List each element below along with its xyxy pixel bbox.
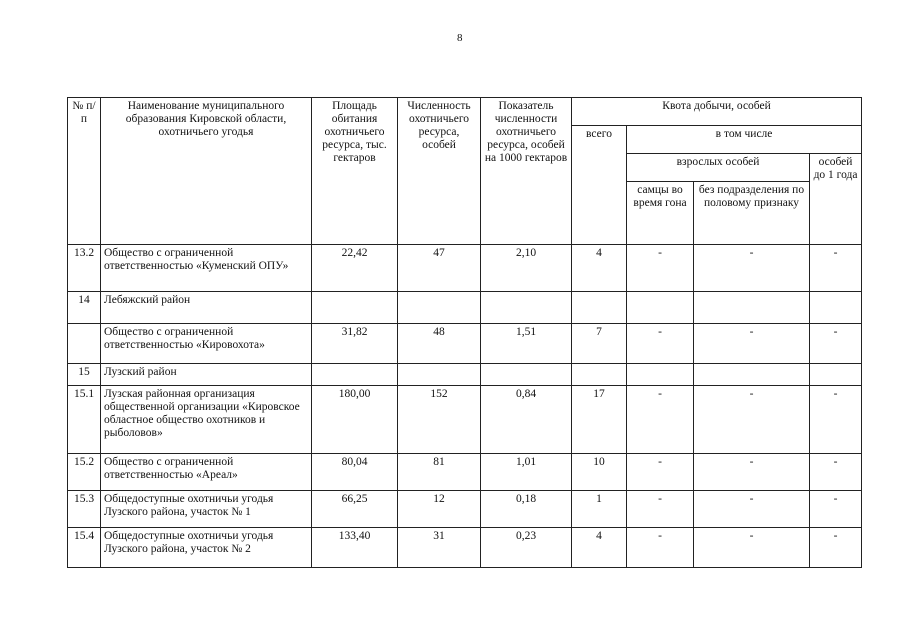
cell-nosex: - (694, 245, 810, 292)
cell-total: 4 (572, 245, 627, 292)
cell-under1: - (810, 324, 862, 364)
cell-name: Общество с ограниченной ответственностью «Куменский ОПУ» (101, 245, 312, 292)
cell-males: - (627, 386, 694, 454)
cell-area (312, 364, 398, 386)
cell-name: Общество с ограниченной ответственностью «Кировохота» (101, 324, 312, 364)
table-row (68, 386, 862, 454)
cell-index (481, 364, 572, 386)
header-adult: взрослых особей (627, 154, 810, 182)
cell-index: 0,23 (481, 528, 572, 568)
table-row (68, 245, 862, 292)
cell-count (398, 364, 481, 386)
quota-table (67, 97, 862, 568)
cell-under1: - (810, 491, 862, 528)
cell-name: Общедоступные охотничьи угодья Лузского района, участок № 2 (101, 528, 312, 568)
table-row (68, 324, 862, 364)
cell-name: Лебяжский район (101, 292, 312, 324)
cell-males: - (627, 491, 694, 528)
header-including: в том числе (627, 126, 862, 154)
cell-area: 22,42 (312, 245, 398, 292)
cell-area: 66,25 (312, 491, 398, 528)
cell-num: 15.4 (68, 528, 101, 568)
header-males-rut: самцы во время гона (627, 182, 694, 245)
cell-total: 7 (572, 324, 627, 364)
cell-count: 47 (398, 245, 481, 292)
cell-area: 80,04 (312, 454, 398, 491)
table-row (68, 454, 862, 491)
cell-area: 180,00 (312, 386, 398, 454)
cell-num: 15 (68, 364, 101, 386)
cell-count (398, 292, 481, 324)
header-quota: Квота добычи, особей (572, 98, 862, 126)
cell-name: Лузская районная организация общественной организации «Кировское областное общество охотников и рыболовов» (101, 386, 312, 454)
cell-nosex: - (694, 324, 810, 364)
cell-males: - (627, 528, 694, 568)
cell-males: - (627, 324, 694, 364)
cell-males: - (627, 245, 694, 292)
table-row (68, 491, 862, 528)
cell-index: 1,51 (481, 324, 572, 364)
cell-total (572, 364, 627, 386)
header-under-1-year: особей до 1 года (810, 154, 862, 245)
cell-num: 15.1 (68, 386, 101, 454)
cell-males (627, 292, 694, 324)
cell-nosex: - (694, 491, 810, 528)
cell-total (572, 292, 627, 324)
cell-under1: - (810, 386, 862, 454)
cell-under1: - (810, 245, 862, 292)
cell-area (312, 292, 398, 324)
table-row (68, 528, 862, 568)
cell-num: 15.3 (68, 491, 101, 528)
cell-under1 (810, 364, 862, 386)
header-area: Площадь обитания охотничьего ресурса, тыс. гектаров (312, 98, 398, 245)
header-no-sex-split: без подразделения по половому признаку (694, 182, 810, 245)
cell-males (627, 364, 694, 386)
cell-count: 81 (398, 454, 481, 491)
cell-index: 1,01 (481, 454, 572, 491)
cell-nosex: - (694, 528, 810, 568)
cell-total: 1 (572, 491, 627, 528)
cell-index: 0,84 (481, 386, 572, 454)
cell-males: - (627, 454, 694, 491)
cell-nosex (694, 364, 810, 386)
cell-total: 4 (572, 528, 627, 568)
header-index: Показатель численности охотничьего ресурса, особей на 1000 гектаров (481, 98, 572, 245)
cell-count: 12 (398, 491, 481, 528)
header-count: Численность охотничьего ресурса, особей (398, 98, 481, 245)
table-row (68, 364, 862, 386)
header-name: Наименование муниципального образования Кировской области, охотничьего угодья (101, 98, 312, 245)
cell-name: Общедоступные охотничьи угодья Лузского района, участок № 1 (101, 491, 312, 528)
cell-area: 133,40 (312, 528, 398, 568)
cell-count: 152 (398, 386, 481, 454)
cell-num: 14 (68, 292, 101, 324)
cell-nosex: - (694, 454, 810, 491)
cell-nosex: - (694, 386, 810, 454)
cell-under1: - (810, 454, 862, 491)
cell-name: Лузский район (101, 364, 312, 386)
cell-num: 13.2 (68, 245, 101, 292)
table-row (68, 292, 862, 324)
page-number: 8 (457, 32, 463, 44)
cell-count: 48 (398, 324, 481, 364)
cell-num (68, 324, 101, 364)
cell-total: 10 (572, 454, 627, 491)
cell-count: 31 (398, 528, 481, 568)
cell-name: Общество с ограниченной ответственностью «Ареал» (101, 454, 312, 491)
cell-index: 2,10 (481, 245, 572, 292)
cell-nosex (694, 292, 810, 324)
header-num: № п/п (68, 98, 101, 245)
cell-under1: - (810, 528, 862, 568)
cell-under1 (810, 292, 862, 324)
cell-index: 0,18 (481, 491, 572, 528)
header-total: всего (572, 126, 627, 245)
cell-area: 31,82 (312, 324, 398, 364)
cell-total: 17 (572, 386, 627, 454)
cell-num: 15.2 (68, 454, 101, 491)
cell-index (481, 292, 572, 324)
